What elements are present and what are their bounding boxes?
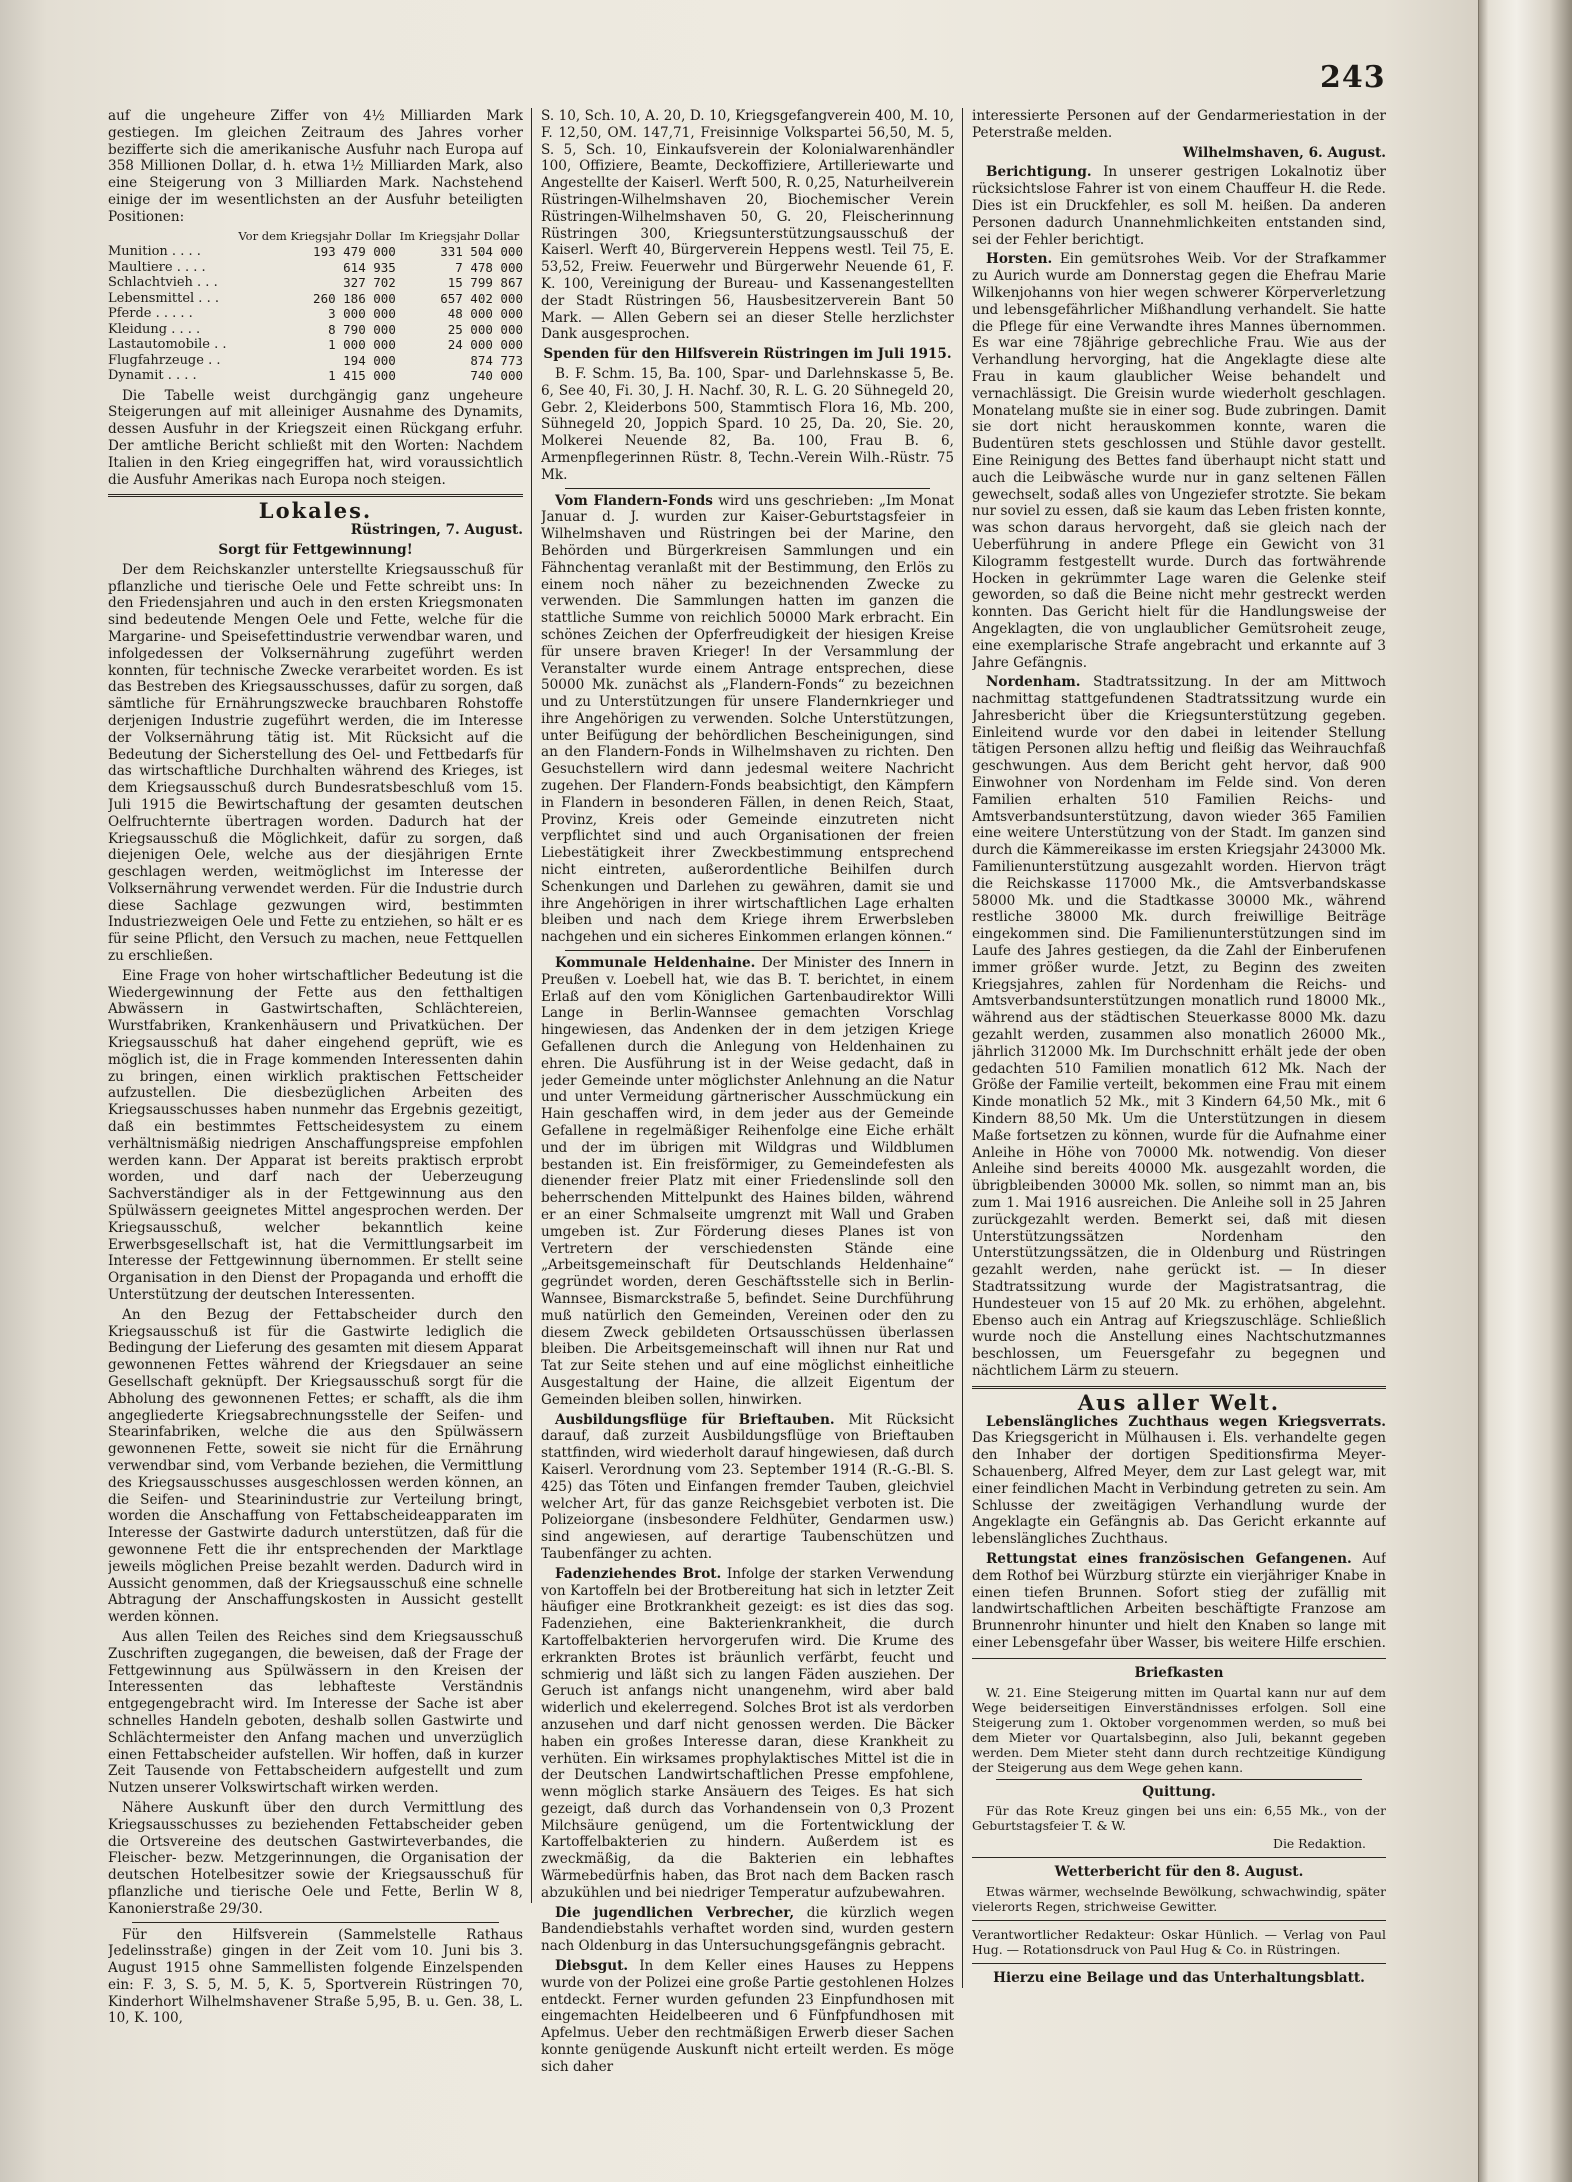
table-cell: 193 479 000 [313, 244, 396, 260]
article-divider [996, 1779, 1362, 1780]
table-cell: Pferde . . . . . [108, 306, 193, 322]
article-paragraph: An den Bezug der Fettabscheider durch den Kriegsausschuß ist für die Gastwirte lediglich die Bedingung der Lieferung des gesamten mit diesem Apparat gewonnenen Fettes während der Kriegsdauer an seine Gesellschaft geknüpft. Der Kriegsausschuß sorgt für die Abholung des gewonnenen Fettes; er schafft, als die ihm angegliederte Kriegsabrechnungsstelle der Seifen- und Stearinfabriken, welche die aus den Spülwässern gewonnenen Fette, soweit sie nicht für die Ernährung verwendbar sind, vom Verbande beziehen, die Vermittlung des Kriegsausschusses ausgeschlossen werden können, an die Seifen- und Stearinindustrie zur Verteilung bringt, worden die Anschaffung von Fettabscheideapparaten im Interesse der Gastwirte dadurch unterstützen, daß für die gewonnene Fett die ihr entsprechenden der Marktlage jeweils möglichen Preise bezahlt werden. Dadurch wird in Aussicht genommen, daß der Kriegsausschuß eine schnelle Abtragung der Anschaffungskosten in Aussicht gestellt werden können. [108, 1306, 523, 1626]
article-paragraph [541, 1566, 954, 1902]
article-paragraph: Eine Frage von hoher wirtschaftlicher Bedeutung ist die Wiedergewinnung der Fette aus den fetthaltigen Abwässern in Gastwirtschaften, Schlächtereien, Wurstfabriken, Krankenhäusern und Privatküchen. Der Kriegsausschuß hat daher eingehend geprüft, wie es möglich ist, die in Frage kommenden Interessenten dahin zu bringen, einen wirklich praktischen Fettscheider aufzustellen. Die diesbezüglichen Arbeiten des Kriegsausschusses haben nunmehr das Ergebnis gezeitigt, daß ein bestimmtes Fettscheidesystem zu einem verhältnismäßig niedrigen Anschaffungspreise empfohlen werden kann. Der Apparat ist bereits praktisch erprobt worden, und darf nach der Ueberzeugung Sachverständiger als in der Fettgewinnung aus den Spülwässern geeignetes Mittel angesprochen werden. Der Kriegsausschuß, welcher bekanntlich keine Erwerbsgesellschaft ist, hat die Vermittlungsarbeit im Interesse der Fettgewinnung übernommen. Er stellt seine Organisation in den Dienst der Propaganda und erhofft die Unterstützung der deutschen Interessenten. [108, 967, 523, 1304]
column-rule-right [962, 108, 963, 1988]
column-1 [108, 108, 523, 2172]
article-body: In dem Keller eines Hauses zu Heppens wurde von der Polizei eine große Partie gestohlenen Holzes entdeckt. Ferner wurden gefunden 23 Einpfundhosen mit eingemachten Heidelbeeren und 6 Fünfpfundhosen mit Apfelmus. Ueber den rechtmäßigen Erwerb dieser Sachen konnte genügende Auskunft nicht erteilt werden. Es möge sich daher [541, 1958, 954, 2075]
article-lead: Vom Flandern-Fonds [555, 492, 713, 509]
column-2 [541, 108, 954, 2172]
article-lead: Berichtigung. [986, 164, 1092, 181]
table-cell: 331 504 000 [440, 244, 523, 260]
section-divider [972, 1963, 1386, 1964]
table-cell: 1 415 000 [328, 368, 396, 384]
table-cell: 8 790 000 [328, 321, 396, 337]
article-body: Mit Rücksicht darauf, daß zurzeit Ausbildungsflüge von Brieftauben stattfinden, wird wiederholt darauf hingewiesen, daß durch Kaiserl. Verordnung vom 23. September 1914 (R.-G.-Bl. S. 425) das Töten und Einfangen fremder Tauben, gleichviel welcher Art, für das ganze Reichsgebiet verboten ist. Die Polizeiorgane (insbesondere Feldhüter, Gendarmen usw.) sind angewiesen, auf derartige Taubenschützen und Taubenfänger zu achten. [541, 1411, 954, 1562]
quittung-signature: Die Redaktion. [1273, 1836, 1366, 1852]
table-row [108, 291, 523, 307]
article-paragraph [541, 1905, 954, 1955]
section-divider [972, 1386, 1386, 1389]
table-cell: 740 000 [470, 368, 523, 384]
table-cell: Flugfahrzeuge . . [108, 352, 221, 368]
article-paragraph [972, 674, 1386, 1379]
table-cell: Lebensmittel . . . [108, 290, 219, 306]
article-paragraph: auf die ungeheure Ziffer von 4½ Milliarden Mark gestiegen. Im gleichen Zeitraum des Jahres vorher bezifferte sich die amerikanische Ausfuhr nach Europa auf 358 Millionen Dollar, d. h. etwa 1½ Milliarden Mark, also eine Steigerung von 3 Milliarden Mark. Nachstehend einige der im wesentlichsten an der Ausfuhr beteiligten Positionen: [108, 108, 523, 225]
table-row [108, 368, 523, 384]
section-title-lokales: Lokales. [258, 498, 373, 524]
article-body: die kürzlich wegen Bandendiebstahls verhaftet worden sind, wurden gestern nach Oldenburg in das Untersuchungsgefängnis gebracht. [541, 1904, 954, 1955]
article-paragraph [541, 1958, 954, 2076]
table-header-cell: Im Kriegsjahr Dollar [399, 228, 520, 243]
table-cell: 874 773 [470, 352, 523, 368]
table-cell: 327 702 [343, 275, 396, 291]
table-row [108, 244, 523, 260]
article-body: wird uns geschrieben: „Im Monat Januar d. J. wurden zur Kaiser-Geburtstagsfeier in Wilhelmshaven und Rüstringen bei der Marine, den Behörden und Bürgerkreisen Sammlungen und ein Fähnchentag veranlaßt mit der Bestimmung, den Erlös zu einem noch näher zu bezeichnenden Zwecke zu verwenden. Die Sammlungen hatten im ganzen die stattliche Summe von reichlich 50000 Mark erbracht. Ein schönes Zeichen der Opferfreudigkeit der hiesigen Kreise für unsere braven Krieger! In der Versammlung der Veranstalter wurde einem Antrage entsprechen, diese 50000 Mk. zunächst als „Flandern-Fonds“ zu bezeichnen und zu Unterstützungen für unsere Flandernkrieger und ihre Angehörigen zu verwenden. Solche Unterstützungen, unter Beifügung der behördlichen Bescheinigungen, sind an den Flandern-Fonds in Wilhelmshaven zu richten. Den Gesuchstellern wird dann jedesmal weitere Nachricht zugehen. Der Flandern-Fonds beabsichtigt, den Kämpfern in Flandern in besonderen Fällen, in denen Reich, Staat, Provinz, Kreis oder Gemeinde einzutreten nicht verpflichtet sind und auch Organisationen der freien Liebestätigkeit ihrer Zweckbestimmung entsprechend nicht eintreten, außerordentliche Beihilfen durch Schenkungen und Darlehen zu gewähren, damit sie und ihre Angehörigen in ihrer wirtschaftlichen Lage erhalten bleiben und nach dem Kriege ihrem Erwerbsleben nachgehen und ein sicheres Einkommen erlangen können.“ [541, 492, 954, 946]
table-cell: Schlachtvieh . . . [108, 275, 218, 291]
table-row [108, 260, 523, 276]
article-lead: Nordenham. [986, 674, 1081, 691]
article-body: Auf dem Rothof bei Würzburg stürzte ein vierjähriger Knabe in einen tiefen Brunnen. Sofort stieg der zufällig mit landwirtschaftlichen Arbeiten beschäftigte Franzose am Brunnenrohr hinunter und hielt den Knaben so lange mit einer Lebensgefahr über Wasser, bis weitere Hilfe erschien. [972, 1550, 1386, 1651]
briefkasten-text: W. 21. Eine Steigerung mitten im Quartal kann nur auf dem Wege beiderseitigen Einverständnisses erfolgen. Soll eine Steigerung zum 1. Oktober vorgenommen werden, so muß bei dem Mieter vor Quartalsbeginn, also Juli, bekannt gegeben werden. Dem Mieter steht dann durch rechtzeitige Kündigung der Steigerung aus dem Wege gehen kann. [972, 1684, 1386, 1775]
weather-text: Etwas wärmer, wechselnde Bewölkung, schwachwindig, später vielerorts Regen, strichweise Gewitter. [972, 1884, 1386, 1915]
dateline: Rüstringen, 7. August. [350, 522, 523, 539]
article-paragraph [972, 1414, 1386, 1548]
article-paragraph [972, 251, 1386, 671]
article-paragraph: Aus allen Teilen des Reiches sind dem Kriegsausschuß Zuschriften zugegangen, die beweisen, daß der Frage der Fettgewinnung aus Spülwässern in den Kreisen der Interessenten das lebhafteste Verständnis entgegengebracht wird. Im Interesse der Sache ist aber schnelles Handeln geboten, deshalb sollen Gastwirte und Schlächtermeister den Anfang machen und unverzüglich einen Fettabscheider aufstellen. Wir hoffen, daß in kurzer Zeit Tausende von Fettabscheidern aufgestellt und zum Nutzen unserer Volkswirtschaft wirken werden. [108, 1628, 523, 1797]
table-header-row [108, 229, 523, 245]
article-paragraph: Nähere Auskunft über den durch Vermittlung des Kriegsausschusses zu beziehenden Fettabscheider geben die Ortsvereine des deutschen Gastwirteverbandes, die Fleischer- bezw. Metzgerinnungen, die Organisation der deutschen Hotelbesitzer sowie der Kriegsausschuß für pflanzliche und tierische Oele und Fette, Berlin W 8, Kanonierstraße 29/30. [108, 1799, 523, 1917]
table-row [108, 306, 523, 322]
article-body: Infolge der starken Verwendung von Kartoffeln bei der Brotbereitung hat sich in letzter Zeit häufiger eine Brotkrankheit gezeigt: es ist dies das sog. Fadenziehen, eine Bakterienkrankheit, die durch Kartoffelbakterien hervorgerufen wird. Die Krume des erkrankten Brotes ist bräunlich verfärbt, feucht und schmierig und läßt sich zu langen Fäden ausziehen. Der Geruch ist anfangs nicht unangenehm, wird aber bald widerlich und ekelerregend. Solches Brot ist als verdorben anzusehen und darf nicht genossen werden. Die Bäcker haben ein großes Interesse daran, diese Krankheit zu verhüten. Ein wirksames prophylaktisches Mittel ist die in der Deutschen Landwirtschaftlichen Presse empfohlene, wenn möglich starke Ansäuern des Teiges. Es hat sich gezeigt, daß durch das Vorhandensein von 0,3 Prozent Milchsäure genügend, um die Fortentwicklung der Kartoffelbakterien zu hindern. Außerdem ist es zweckmäßig, da die Bakterien ein lebhaftes Wärmebedürfnis haben, das Brot nach dem Backen rasch abzukühlen und bei niedriger Temperatur aufzubewahren. [541, 1565, 954, 1901]
section-divider [972, 1920, 1386, 1921]
table-row [108, 275, 523, 291]
table-cell: Maultiere . . . . [108, 259, 206, 275]
page-number: 243 [1320, 60, 1386, 95]
article-paragraph: interessierte Personen auf der Gendarmeriestation in der Peterstraße melden. [972, 108, 1386, 141]
table-cell: 3 000 000 [328, 306, 396, 322]
table-cell: 614 935 [343, 259, 396, 275]
article-lead: Ausbildungsflüge für Brieftauben. [555, 1411, 835, 1428]
article-divider [565, 488, 930, 489]
section-divider [972, 1658, 1386, 1659]
weather-title: Wetterbericht für den 8. August. [1054, 1864, 1304, 1881]
article-paragraph [972, 164, 1386, 248]
table-cell: 7 478 000 [455, 259, 523, 275]
article-lead: Kommunale Heldenhaine. [555, 955, 756, 972]
article-headline: Sorgt für Fettgewinnung! [218, 541, 413, 558]
article-paragraph: Der dem Reichskanzler unterstellte Kriegsausschuß für pflanzliche und tierische Oele und Fette schreibt uns: In den Friedensjahren und auch in den ersten Kriegsmonaten sind bedeutende Mengen Oele und Fette, welche für die Margarine- und Speisefettindustrie verwendbar waren, und infolgedessen der Volksernährung zugeführt werden konnten, für technische Zwecke verarbeitet worden. Es ist das Bestreben des Kriegsausschusses, dafür zu sorgen, daß sämtliche für Ernährungszwecke brauchbaren Rohstoffe derjenigen Industrie zugeführt werden, die im Interesse der Volksernährung tätig ist. Mit Rücksicht auf die Bedeutung der Sicherstellung des Oel- und Fettbedarfs für das wirtschaftliche Durchhalten während des Krieges, ist dem Kriegsausschuß durch Bundesratsbeschluß vom 15. Juli 1915 die Bewirtschaftung der gesamten deutschen Oelfruchternte übertragen worden. Dadurch hat der Kriegsausschuß die Möglichkeit, dafür zu sorgen, daß diejenigen Oele, welche aus der diesjährigen Ernte geschlagen werden, weitmöglichst im Interesse der Volksernährung verwendet werden. Für die Industrie durch diese Sachlage gezwungen wird, bestimmten Industriezweigen Oele und Fette zu entziehen, so hält er es für seine Pflicht, den Versuch zu machen, neue Fettquellen zu erschließen. [108, 561, 523, 965]
export-table [108, 229, 523, 384]
article-body: Ein gemütsrohes Weib. Vor der Strafkammer zu Aurich wurde am Donnerstag gegen die Ehefrau Marie Wilkenjohanns von hier wegen schwerer Körperverletzung und lebensgefährlicher Mißhandlung verhandelt. Sie hatte die Pflege für eine Verwandte ihres Mannes übernommen. Es war eine 78jährige gebrechliche Frau. Wie aus der Verhandlung hervorging, hat die Angeklagte diese alte Frau in kaum glaublicher Weise behandelt und vernachlässigt. Die Greisin wurde wiederholt geschlagen. Monatelang mußte sie in einer sog. Bude zubringen. Damit sie dort nicht herauskommen konnte, waren die Budentüren stets geschlossen und Stühle davor gestellt. Eine Reinigung des Bettes fand überhaupt nicht statt und auch die Leibwäsche wurde nur in ganz seltenen Fällen gewechselt, sodaß alles von Ungeziefer strotzte. Sie bekam nur soviel zu essen, daß sie kaum das Leben fristen konnte, was schon daraus hervorgeht, daß sie gleich nach der Ueberführung in andere Pflege ein Gewicht von 31 Kilogramm festgestellt wurde. Durch das fortwährende Hocken in gekrümmter Lage waren die Gelenke steif geworden, so daß die Beine nicht mehr gestreckt werden konnten. Das Gericht hielt für die Handlungsweise der Angeklagten, die von unglaublicher Gemütsroheit zeuge, eine exemplarische Strafe angebracht und erkannte auf 3 Jahre Gefängnis. [972, 251, 1386, 671]
article-body: Das Kriegsgericht in Mülhausen i. Els. verhandelte gegen den Inhaber der dortigen Speditionsfirma Meyer-Schauenberg, Alfred Meyer, dem zur Last gelegt war, mit einer feindlichen Macht in Verbindung getreten zu sein. Am Schlusse der zweitägigen Verhandlung wurde der Angeklagte ein Gefängnis ab. Das Gericht erkannte auf lebenslängliches Zuchthaus. [972, 1430, 1386, 1548]
section-divider [972, 1857, 1386, 1858]
table-cell: 1 000 000 [328, 337, 396, 353]
article-body: Stadtratssitzung. In der am Mittwoch nachmittag stattgefundenen Stadtratssitzung wurde ein Jahresbericht über die Kriegsunterstützung gegeben. Einleitend wurde vor den dabei in leitender Stellung tätigen Personen allzu heftig und fleißig das Weihrauchfaß geschwungen. Aus dem Bericht geht hervor, daß 900 Einwohner von Nordenham im Felde sind. Von deren Familien erhalten 510 Familien Reichs- und Amtsverbandsunterstützung, davon wieder 365 Familien eine weitere Unterstützung von der Stadt. Im ganzen sind durch die Kämmereikasse im ersten Kriegsjahr 243000 Mk. Familienunterstützung ausgezahlt worden. Hiervon trägt die Reichskasse 117000 Mk., die Amtsverbandskasse 58000 Mk. und die Stadtkasse 30000 Mk., während restliche 38000 Mk. durch freiwillige Beiträge eingekommen sind. Die Familienunterstützungen sind im Laufe des Jahres gestiegen, da die Zahl der Einberufenen immer größer wurde. Jetzt, zu Beginn des zweiten Kriegsjahres, zahlen für Nordenham die Reichs- und Amtsverbandsunterstützungen monatlich rund 18000 Mk., während aus der städtischen Steuerkasse 8000 Mk. dazu gezahlt werden, zusammen also monatlich 26000 Mk., jährlich 312000 Mk. Im Durchschnitt erhält jede der oben gedachten 510 Familien monatlich 612 Mk. Nach der Größe der Familie verteilt, bekommen eine Frau mit einem Kinde monatlich 52 Mk., mit 3 Kindern 64,50 Mk., mit 6 Kindern 88,50 Mk. Um die Unterstützungen in diesem Maße fortsetzen zu können, wurde für die Aufnahme einer Anleihe in Höhe von 70000 Mk. notwendig. Von dieser Anleihe sind bereits 40000 Mk. ausgezahlt worden, die übrigbleibenden 30000 Mk. sollen, so nimmt man an, bis zum 1. Mai 1916 ausreichen. Die Anleihe soll in 25 Jahren zurückgezahlt werden. Bemerkt sei, daß mit diesen Unterstützungssätzen Nordenham den Unterstützungssätzen, die in Oldenburg und Rüstringen gezahlt werden, nahe gerückt ist. — In dieser Stadtratssitzung wurde der Magistratsantrag, die Hundesteuer von 15 auf 20 Mk. zu erhöhen, abgelehnt. Ebenso auch ein Antrag auf Kriegszuschläge. Schließlich wurde noch die Anstellung eines Nachtschutzmannes beschlossen, um Feuersgefahr zu begegnen und nächtlichem Lärm zu steuern. [972, 674, 1386, 1379]
table-cell: Lastautomobile . . [108, 337, 227, 353]
article-paragraph [972, 1551, 1386, 1652]
column-rule-left [531, 108, 532, 1903]
article-lead: Die jugendlichen Verbrecher, [555, 1904, 795, 1921]
supplement-note: Hierzu eine Beilage und das Unterhaltungsblatt. [993, 1970, 1365, 1987]
article-paragraph: Die Tabelle weist durchgängig ganz ungeheure Steigerungen auf mit alleiniger Ausnahme des Dynamits, dessen Ausfuhr in der Kriegszeit einen Rückgang erfuhr. Der amtliche Bericht schließt mit den Worten: Nachdem Italien in den Krieg eingegriffen hat, wird voraussichtlich die Ausfuhr Amerikas nach Europa noch steigen. [108, 387, 523, 488]
article-paragraph [541, 493, 954, 947]
table-row [108, 353, 523, 369]
table-cell: 194 000 [343, 352, 396, 368]
table-row [108, 337, 523, 353]
book-gutter [1478, 0, 1572, 2182]
article-divider [565, 950, 930, 951]
article-lead: Lebenslängliches Zuchthaus wegen Kriegsverrats. [986, 1413, 1386, 1430]
imprint: Verantwortlicher Redakteur: Oskar Hünlich. — Verlag von Paul Hug. — Rotationsdruck von Paul Hug & Co. in Rüstringen. [972, 1927, 1386, 1958]
article-lead: Diebsgut. [555, 1958, 629, 1975]
article-divider [132, 1922, 499, 1923]
section-title-aus-aller-welt: Aus aller Welt. [1077, 1389, 1281, 1415]
quittung-title: Quittung. [1142, 1783, 1216, 1800]
article-body: In unserer gestrigen Lokalnotiz über rücksichtslose Fahrer ist von einem Chauffeur H. die Rede. Dies ist ein Druckfehler, es soll M. heißen. Da anderen Personen dadurch Unannehmlichkeiten entstanden sind, sei der Fehler berichtigt. [972, 164, 1386, 248]
dateline: Wilhelmshaven, 6. August. [1182, 144, 1386, 161]
table-cell: 260 186 000 [313, 290, 396, 306]
table-cell: 24 000 000 [447, 337, 523, 353]
table-cell: 15 799 867 [447, 275, 523, 291]
table-cell: Kleidung . . . . [108, 321, 201, 337]
table-cell: 657 402 000 [440, 290, 523, 306]
table-cell: 25 000 000 [447, 321, 523, 337]
article-paragraph [541, 955, 954, 1409]
article-lead: Horsten. [986, 251, 1053, 268]
article-body: Der Minister des Innern in Preußen v. Loebell hat, wie das B. T. berichtet, in einem Erlaß auf den vom Königlichen Gartenbaudirektor Willi Lange in Berlin-Wannsee gemachten Vorschlag hingewiesen, das Andenken der in dem jetzigen Kriege Gefallenen durch die Anlegung von Heldenhainen zu ehren. Die Ausführung ist in der Weise gedacht, daß in jeder Gemeinde unter möglichster Anlehnung an die Natur und unter Vermeidung gärtnerischer Ausschmückung ein Hain geschaffen wird, in dem jeder aus der Gemeinde Gefallene in regelmäßiger Reihenfolge eine Eiche erhält und der im übrigen mit Wildgras und Wildblumen bestanden ist. Ein freisförmiger, zu Gemeindefesten als dienender freier Platz mit einer Friedenslinde soll den beherrschenden Mittelpunkt des Haines bilden, während er an einer Schmalseite umgrenzt mit Wall und Graben umgeben ist. Zur Förderung dieses Planes ist von Vertretern der verschiedensten Stände eine „Arbeitsgemeinschaft für Deutschlands Heldenhaine“ gegründet worden, deren Geschäftsstelle sich in Berlin-Wannsee, Bismarckstraße 5, befindet. Seine Durchführung muß natürlich den Gemeinden, Vereinen oder den zu diesem Zweck gebildeten Ortsausschüssen überlassen bleiben. Die Arbeitsgemeinschaft will ihnen nur Rat und Tat zur Seite stehen und auf eine möglichst einheitliche Ausgestaltung der Haine, die allzeit Eigentum der Gemeinden bleiben sollen, hinwirken. [541, 955, 954, 1408]
article-headline: Spenden für den Hilfsverein Rüstringen im Juli 1915. [543, 346, 952, 363]
article-paragraph: B. F. Schm. 15, Ba. 100, Spar- und Darlehnskasse 5, Be. 6, See 40, Fi. 30, J. H. Nachf. 30, R. L. G. 20 Sühnegeld 20, Gebr. 2, Kleiderbons 500, Stammtisch Flora 16, Mb. 200, Sühnegeld 20, Joppich Spard. 10 25, Da. 20, Sie. 20, Molkerei Neuende 82, Ba. 100, Frau B. 6, Armenpflegerinnen Rüstr. 8, Techn.-Verein Wilh.-Rüstr. 75 Mk. [541, 365, 954, 483]
table-row [108, 322, 523, 338]
table-cell: 48 000 000 [447, 306, 523, 322]
article-paragraph: S. 10, Sch. 10, A. 20, D. 10, Kriegsgefangverein 400, M. 10, F. 12,50, OM. 147,71, Freisinnige Volkspartei 56,50, M. 5, S. 5, Sch. 10, Einkaufsverein der Kolonialwarenhändler 100, Offiziere, Beamte, Deckoffiziere, Artilleriewarte und Angestellte der Kaiserl. Werft 500, R. 0,25, Naturheilverein Rüstringen-Wilhelmshaven 20, Biochemischer Verein Rüstringen-Wilhelmshaven 50, G. 20, Fleischerinnung Rüstringen 300, Kriegsunterstützungsausschuß der Kaiserl. Werft 40, Bürgerverein Heppens westl. Teil 75, E. 53,52, Freiw. Feuerwehr und Bürgerwehr Neuende 61, F. K. 100, Vereinigung der Bureau- und Kassenangestellten der Stadt Rüstringen 56, Hausbesitzerverein Bant 50 Mark. — Allen Gebern sei an dieser Stelle herzlichster Dank ausgesprochen. [541, 108, 954, 343]
section-divider [108, 494, 523, 497]
article-paragraph [541, 1412, 954, 1563]
table-cell: Dynamit . . . . [108, 368, 197, 384]
article-lead: Rettungstat eines französischen Gefangenen. [986, 1550, 1352, 1567]
table-cell: Munition . . . . [108, 244, 201, 260]
table-header-cell [108, 229, 234, 245]
quittung-text: Für das Rote Kreuz gingen bei uns ein: 6,55 Mk., von der Geburtstagsfeier T. & W. [972, 1803, 1386, 1834]
table-header-cell: Vor dem Kriegsjahr Dollar [238, 228, 392, 243]
article-paragraph: Für den Hilfsverein (Sammelstelle Rathaus Jedelinsstraße) gingen in der Zeit vom 10. Juni bis 3. August 1915 ohne Sammellisten folgende Einzelspenden ein: F. 3, S. 5, M. 5, K. 5, Sportverein Rüstringen 70, Kinderhort Wilhelmshavener Straße 5,95, B. u. Gen. 38, L. 10, K. 100, [108, 1926, 523, 2027]
column-3 [972, 108, 1386, 2172]
article-lead: Fadenziehendes Brot. [555, 1565, 722, 1582]
briefkasten-title: Briefkasten [1134, 1664, 1224, 1681]
